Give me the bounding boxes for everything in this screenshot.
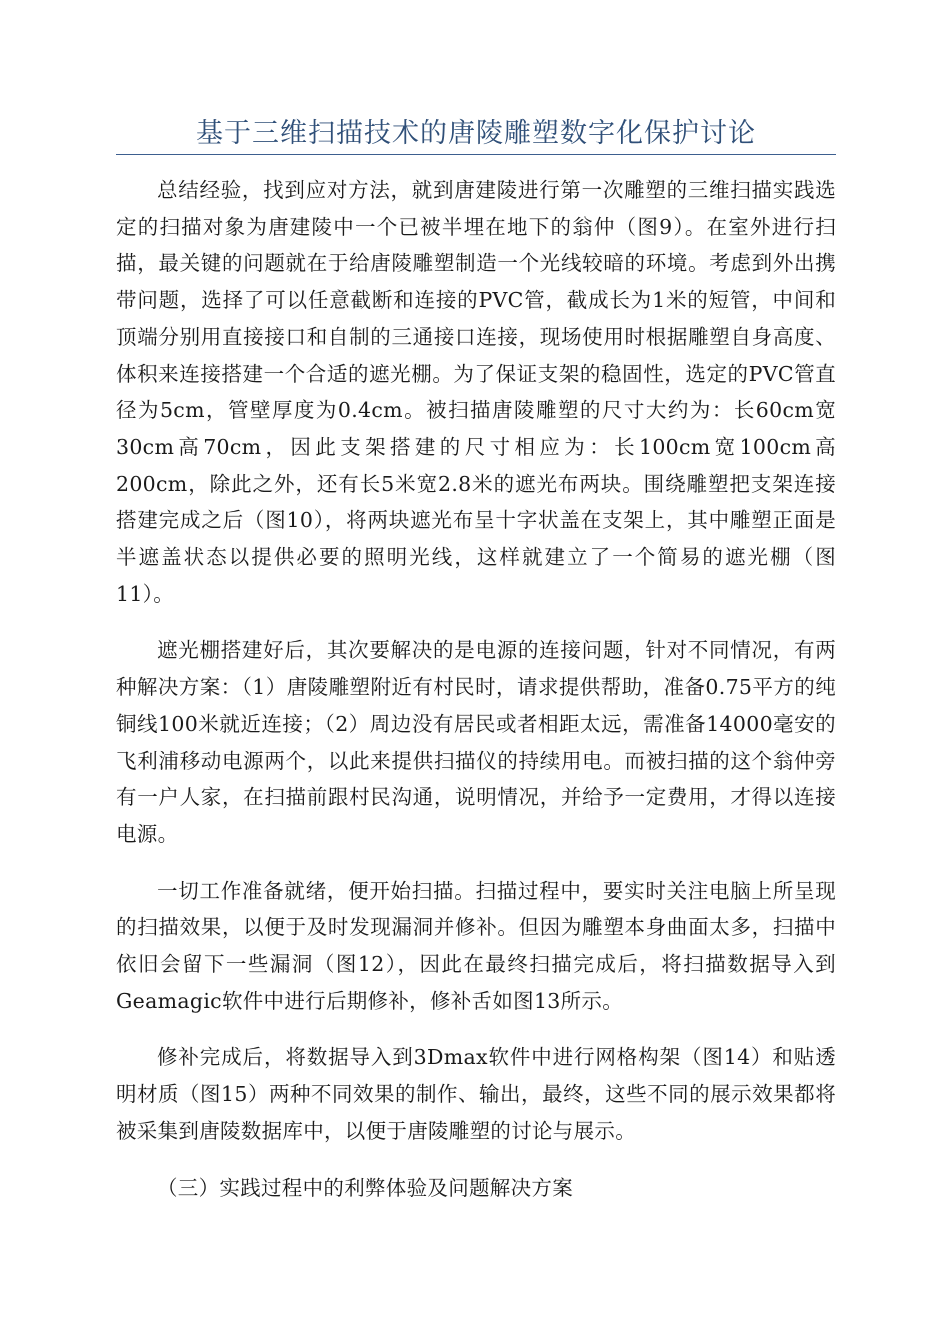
document-body	[116, 172, 836, 1206]
paragraph-1: 总结经验，找到应对方法，就到唐建陵进行第一次雕塑的三维扫描实践选定的扫描对象为唐建陵中一个已被半埋在地下的翁仲（图9）。在室外进行扫描，最关键的问题就在于给唐陵雕塑制造一个光线较暗的环境。考虑到外出携带问题，选择了可以任意截断和连接的PVC管，截成长为1米的短管，中间和顶端分别用直接接口和自制的三通接口连接，现场使用时根据雕塑自身高度、体积来连接搭建一个合适的遮光棚。为了保证支架的稳固性，选定的PVC管直径为5cm，管壁厚度为0.4cm。被扫描唐陵雕塑的尺寸大约为：长60cm宽30cm高70cm，因此支架搭建的尺寸相应为：长100cm宽100cm高200cm，除此之外，还有长5米宽2.8米的遮光布两块。围绕雕塑把支架连接搭建完成之后（图10），将两块遮光布呈十字状盖在支架上，其中雕塑正面是半遮盖状态以提供必要的照明光线，这样就建立了一个简易的遮光棚（图11）。	[116, 178, 836, 606]
paragraph-4: 修补完成后，将数据导入到3Dmax软件中进行网格构架（图14）和贴透明材质（图15）两种不同效果的制作、输出，最终，这些不同的展示效果都将被采集到唐陵数据库中，以便于唐陵雕塑的讨论与展示。	[116, 1045, 836, 1143]
document-title: 基于三维扫描技术的唐陵雕塑数字化保护讨论	[196, 118, 756, 149]
section-subheading: （三）实践过程中的利弊体验及问题解决方案	[157, 1175, 573, 1200]
paragraph-3: 一切工作准备就绪，便开始扫描。扫描过程中，要实时关注电脑上所呈现的扫描效果，以便于及时发现漏洞并修补。但因为雕塑本身曲面太多，扫描中依旧会留下一些漏洞（图12），因此在最终扫描完成后，将扫描数据导入到Geamagic软件中进行后期修补，修补舌如图13所示。	[116, 878, 836, 1013]
title-underline	[116, 154, 836, 155]
paragraph-2: 遮光棚搭建好后，其次要解决的是电源的连接问题，针对不同情况，有两种解决方案：（1）唐陵雕塑附近有村民时，请求提供帮助，准备0.75平方的纯铜线100米就近连接；（2）周边没有居民或者相距太远，需准备14000毫安的飞利浦移动电源两个，以此来提供扫描仪的持续用电。而被扫描的这个翁仲旁有一户人家，在扫描前跟村民沟通，说明情况，并给予一定费用，才得以连接电源。	[116, 638, 836, 846]
